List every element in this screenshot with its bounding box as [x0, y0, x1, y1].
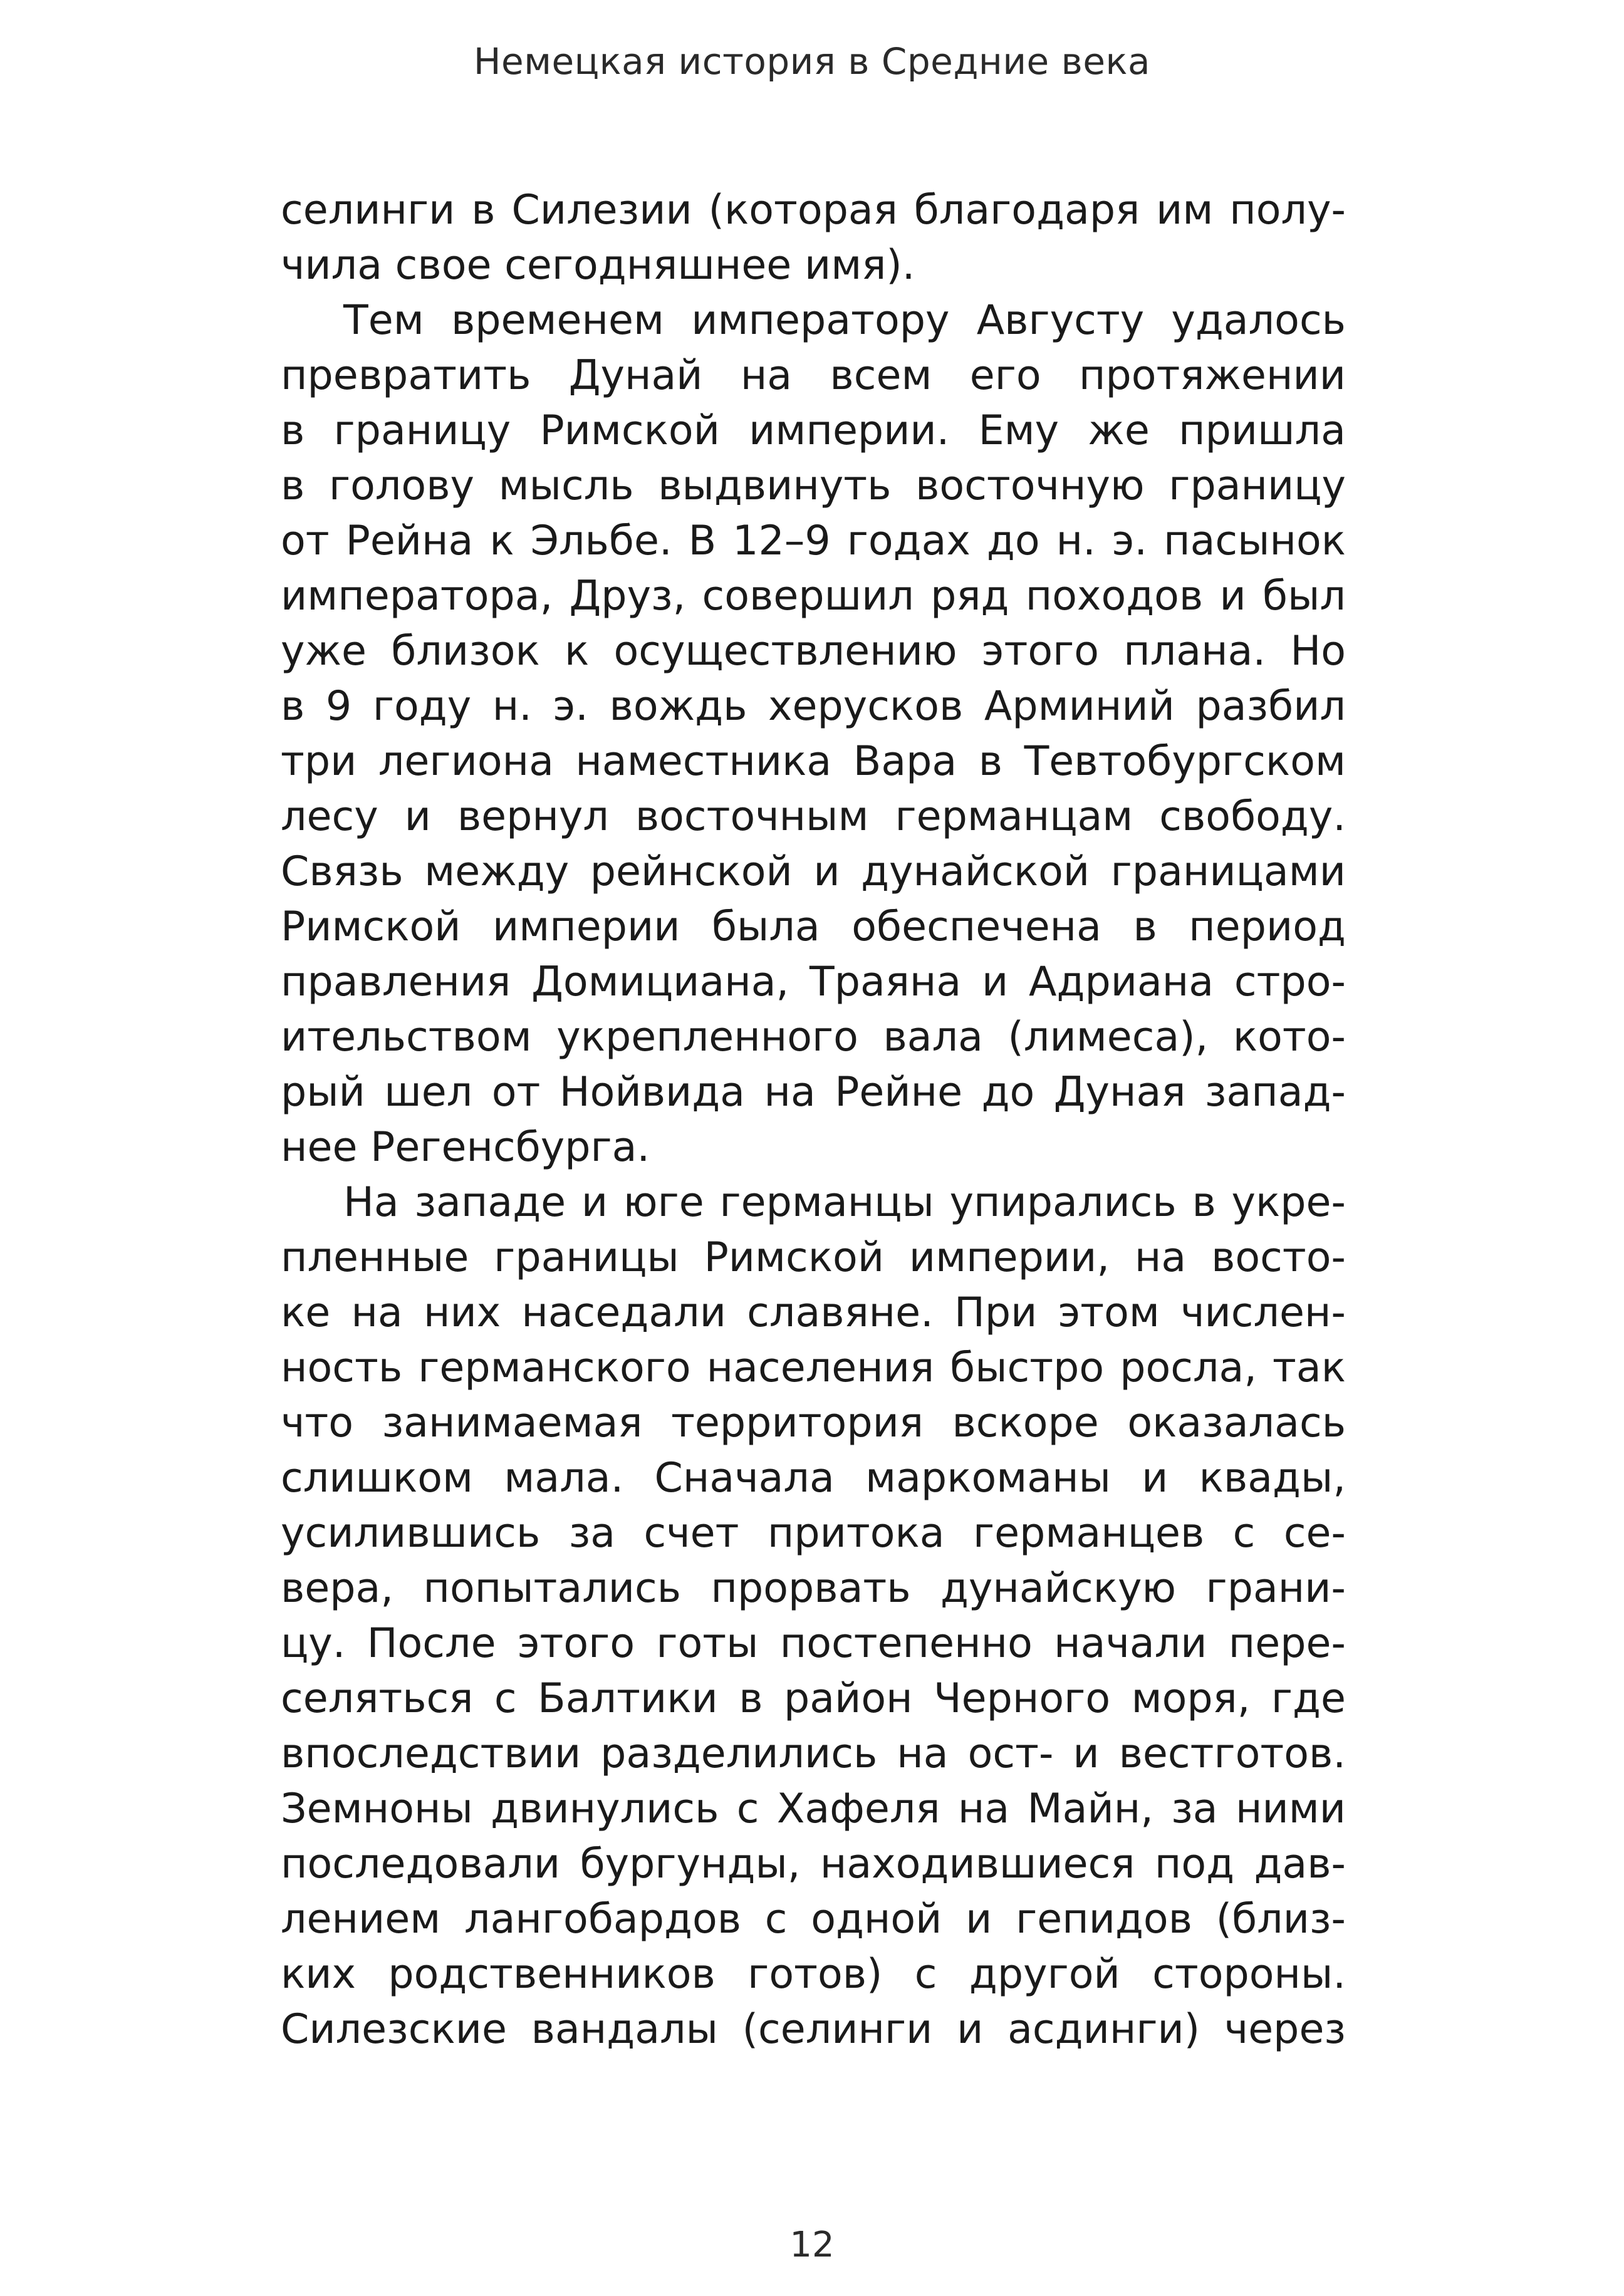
text-line: ительством укрепленного вала (лимеса), кото-: [281, 1014, 1346, 1061]
text-line: рый шел от Нойвида на Рейне до Дуная запад-: [281, 1069, 1346, 1116]
text-line: в границу Римской империи. Ему же пришла: [281, 407, 1346, 454]
text-line: нее Регенсбурга.: [281, 1124, 650, 1171]
text-line: в голову мысль выдвинуть восточную границу: [281, 462, 1346, 509]
text-line: три легиона наместника Вара в Тевтобургском: [281, 738, 1346, 785]
text-line: в 9 году н. э. вождь херусков Арминий разбил: [281, 683, 1346, 730]
text-line: правления Домициана, Траяна и Адриана стро-: [281, 958, 1346, 1005]
text-line: Тем временем императору Августу удалось: [343, 297, 1346, 344]
text-line: превратить Дунай на всем его протяжении: [281, 352, 1346, 399]
text-line: ких родственников готов) с другой стороны.: [281, 1951, 1346, 1998]
text-line: Земноны двинулись с Хафеля на Майн, за ними: [281, 1785, 1346, 1832]
text-line: лением лангобардов с одной и гепидов (близ-: [281, 1896, 1346, 1943]
running-header: Немецкая история в Средние века: [473, 40, 1151, 83]
text-line: впоследствии разделились на ост- и вестготов.: [281, 1730, 1346, 1777]
text-line: чила свое сегодняшнее имя).: [281, 242, 915, 289]
text-line: уже близок к осуществлению этого плана. Но: [281, 628, 1346, 675]
text-line: На западе и юге германцы упирались в укре-: [343, 1179, 1346, 1226]
text-line: селинги в Силезии (которая благодаря им полу-: [281, 187, 1346, 234]
text-line: Связь между рейнской и дунайской границами: [281, 848, 1346, 895]
text-line: ке на них наседали славяне. При этом числен-: [281, 1289, 1346, 1336]
text-line: последовали бургунды, находившиеся под дав-: [281, 1841, 1346, 1888]
text-line: слишком мала. Сначала маркоманы и квады,: [281, 1455, 1346, 1502]
text-line: императора, Друз, совершил ряд походов и был: [281, 573, 1346, 620]
text-line: Силезские вандалы (селинги и асдинги) через: [281, 2006, 1346, 2053]
text-line: ность германского населения быстро росла, так: [281, 1344, 1346, 1391]
text-line: усилившись за счет притока германцев с се-: [281, 1510, 1346, 1557]
page-number: 12: [789, 2225, 835, 2265]
body-text: [281, 183, 1346, 2057]
text-line: цу. После этого готы постепенно начали пере-: [281, 1620, 1346, 1667]
text-line: вера, попытались прорвать дунайскую грани-: [281, 1565, 1346, 1612]
text-line: Римской империи была обеспечена в период: [281, 903, 1346, 950]
text-line: от Рейна к Эльбе. В 12–9 годах до н. э. пасынок: [281, 517, 1346, 564]
text-line: селяться с Балтики в район Черного моря, где: [281, 1675, 1346, 1722]
text-line: пленные границы Римской империи, на восто-: [281, 1234, 1346, 1281]
text-line: лесу и вернул восточным германцам свободу.: [281, 793, 1346, 840]
text-line: что занимаемая территория вскоре оказалась: [281, 1400, 1346, 1447]
